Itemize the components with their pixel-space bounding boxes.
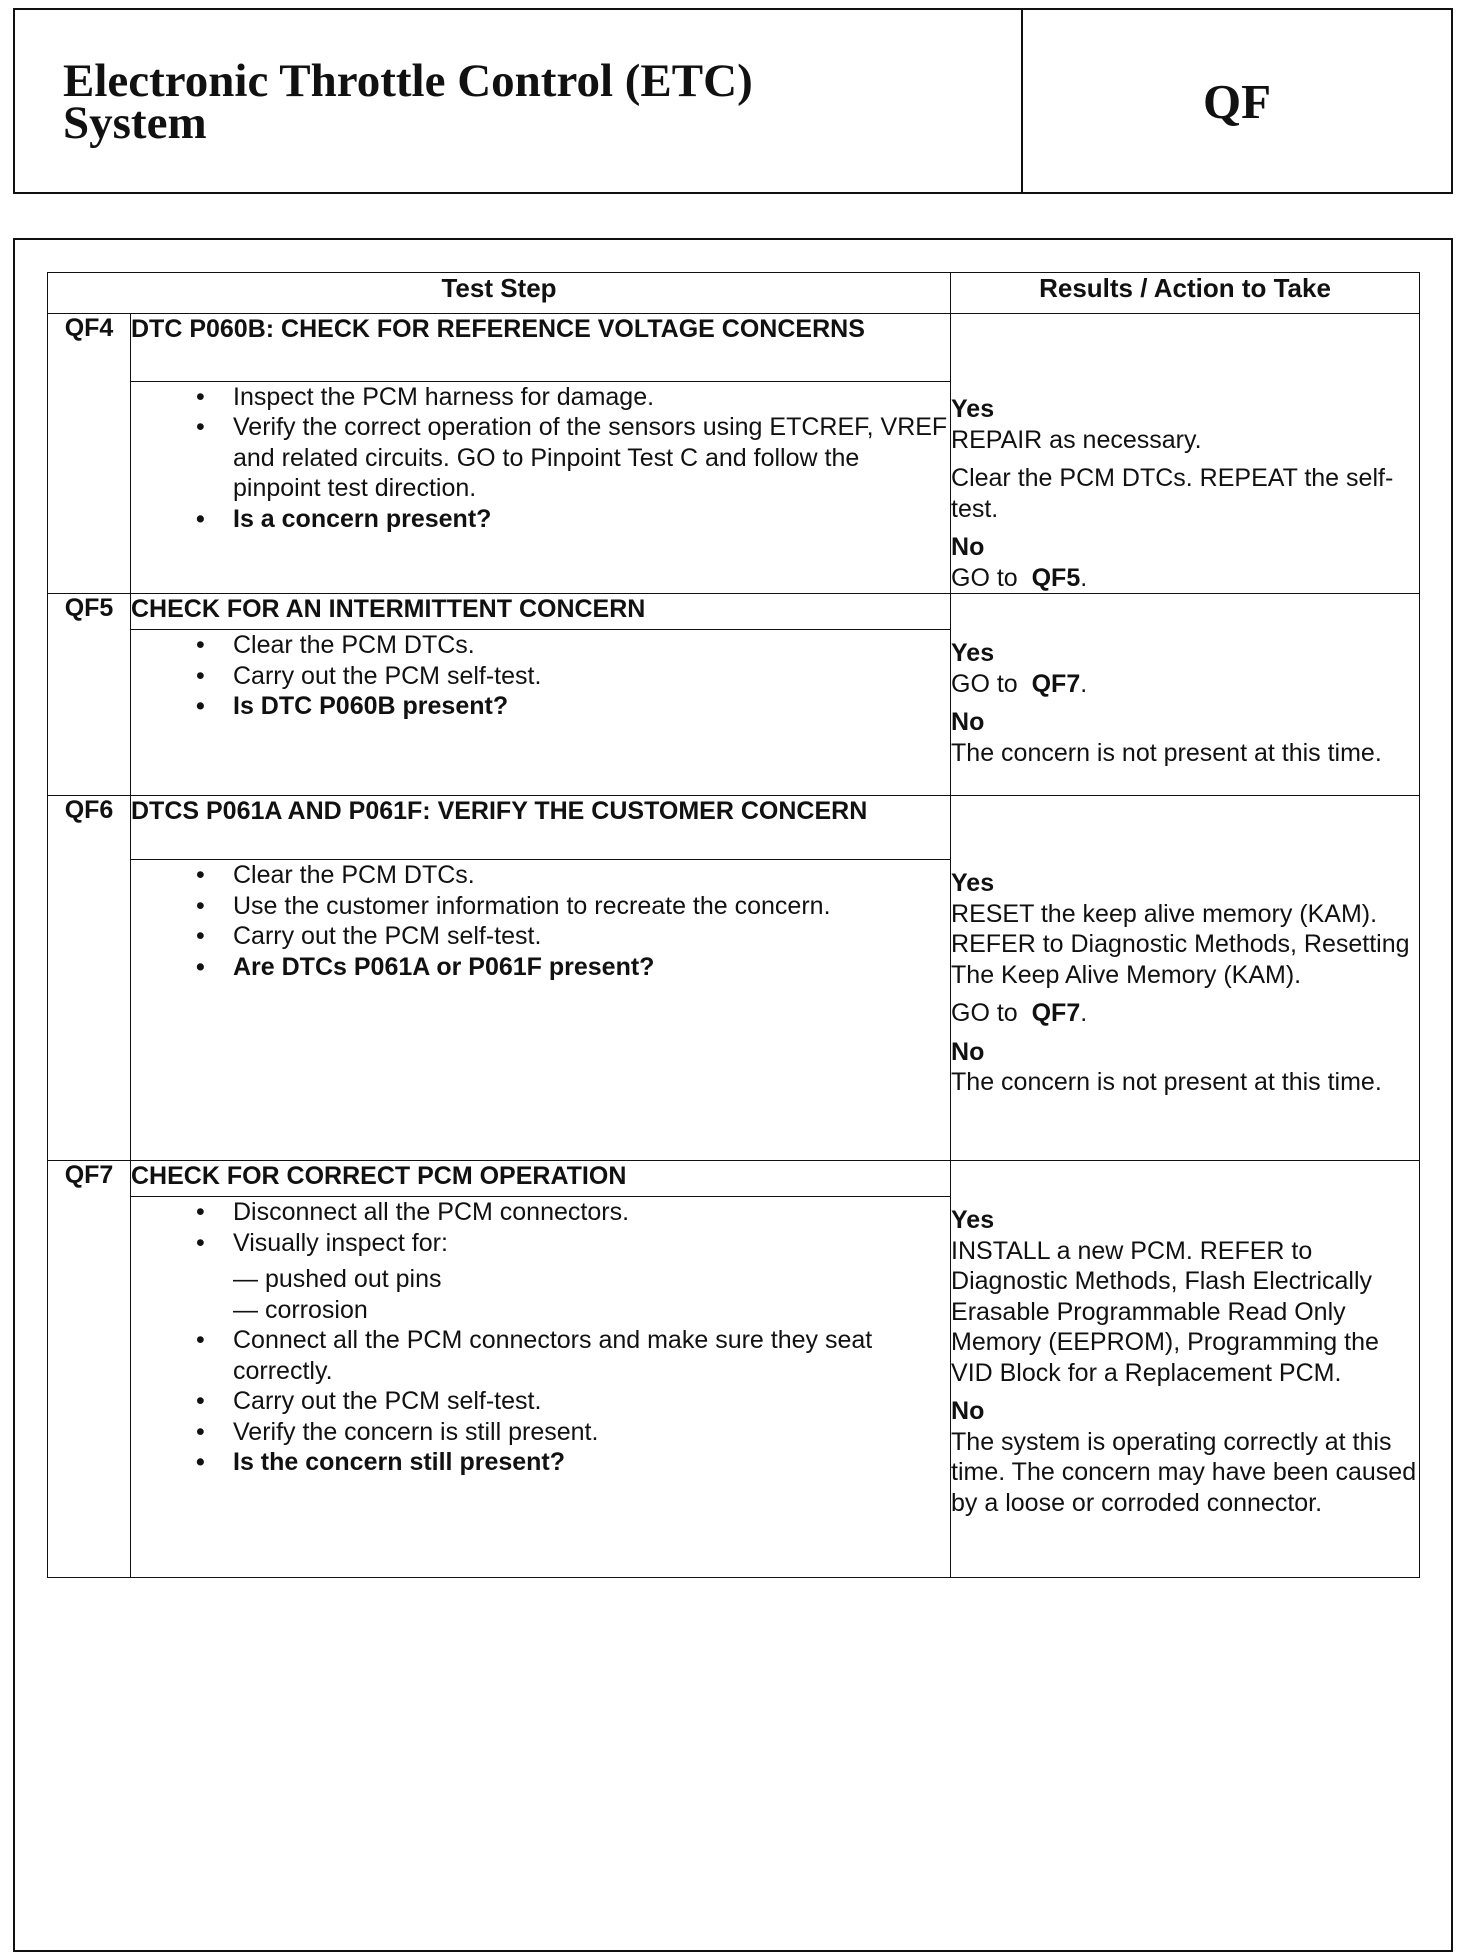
instruction-item: • Use the customer information to recreate the concern.: [131, 891, 950, 922]
step-ref-link[interactable]: QF7: [1031, 669, 1081, 698]
result-text: The system is operating correctly at this time. The concern may have been caused by a loose or corroded connector.: [951, 1427, 1417, 1517]
result-text: INSTALL a new PCM. REFER to Diagnostic Methods, Flash Electrically Erasable Programmable Read Only Memory (EEPROM), Programming the VID Block for a Replacement PCM.: [951, 1236, 1379, 1387]
punctuation: .: [1080, 563, 1088, 592]
result-text: Clear the PCM DTCs. REPEAT the self-test.: [951, 464, 1394, 523]
step-qf4-results: [951, 314, 1420, 594]
page-title-line2: System: [63, 97, 207, 149]
step-title: CHECK FOR CORRECT PCM OPERATION: [131, 1161, 951, 1197]
step-ref-link[interactable]: QF5: [1031, 563, 1081, 592]
step-qf4-title-row: [48, 314, 1420, 382]
step-id: QF6: [48, 796, 131, 1161]
no-label: No: [951, 708, 985, 736]
instruction-item: • Connect all the PCM connectors and make sure they seat correctly.: [131, 1325, 950, 1386]
step-qf5-title-row: [48, 594, 1420, 630]
result-text: RESET the keep alive memory (KAM). REFER to Diagnostic Methods, Resetting The Keep Alive Memory (KAM).: [951, 899, 1410, 989]
yes-label: Yes: [951, 639, 995, 667]
yes-label: Yes: [951, 395, 995, 423]
step-qf6-title-row: [48, 796, 1420, 860]
question-item: • Is the concern still present?: [131, 1447, 950, 1478]
instruction-item: • Clear the PCM DTCs.: [131, 630, 950, 661]
instruction-item: • Carry out the PCM self-test.: [131, 1386, 950, 1417]
result-text: [951, 998, 1419, 1029]
page-title-line1: Electronic Throttle Control (ETC): [63, 55, 753, 107]
instruction-item: [131, 1228, 950, 1326]
step-instructions: [131, 1197, 951, 1578]
step-title: CHECK FOR AN INTERMITTENT CONCERN: [131, 594, 951, 630]
step-ref-link[interactable]: QF7: [1031, 999, 1081, 1027]
step-title: DTC P060B: CHECK FOR REFERENCE VOLTAGE CONCERNS: [131, 314, 951, 382]
table-header-row: [48, 273, 1420, 314]
goto-prefix: GO to: [951, 563, 1018, 592]
instruction-item: • Carry out the PCM self-test.: [131, 921, 950, 952]
instruction-item: • Carry out the PCM self-test.: [131, 661, 950, 692]
result-text: [951, 563, 1419, 594]
instruction-item: • Verify the correct operation of the sensors using ETCREF, VREF and related circuits. GO to Pinpoint Test C and follow the pinpoint test direction.: [131, 412, 950, 504]
yes-label: Yes: [951, 869, 995, 897]
step-qf7-results: [951, 1161, 1420, 1578]
section-code: QF: [1202, 73, 1272, 129]
step-id: QF7: [48, 1161, 131, 1578]
step-qf5-results: [951, 594, 1420, 796]
result-text: REPAIR as necessary.: [951, 425, 1202, 454]
result-text: [951, 669, 1419, 700]
step-instructions: [131, 381, 951, 593]
step-instructions: [131, 860, 951, 1161]
test-step-table: [47, 272, 1420, 1578]
step-qf6-results: [951, 796, 1420, 1161]
step-id: QF5: [48, 594, 131, 796]
no-label: No: [951, 1037, 985, 1066]
punctuation: .: [1080, 999, 1088, 1027]
content-frame: [13, 238, 1453, 1952]
instruction-item: • Disconnect all the PCM connectors.: [131, 1197, 950, 1228]
col-header-test-step: Test Step: [48, 273, 951, 314]
yes-label: Yes: [951, 1206, 995, 1234]
instruction-item: • Clear the PCM DTCs.: [131, 860, 950, 891]
question-item: • Is DTC P060B present?: [131, 691, 950, 722]
result-text: The concern is not present at this time.: [951, 738, 1382, 767]
result-text: The concern is not present at this time.: [951, 1068, 1382, 1096]
col-header-results: Results / Action to Take: [951, 273, 1420, 314]
goto-prefix: GO to: [951, 999, 1018, 1027]
question-item: • Are DTCs P061A or P061F present?: [131, 952, 950, 983]
goto-prefix: GO to: [951, 669, 1018, 698]
instruction-text: Visually inspect for:: [233, 1228, 448, 1257]
step-title: DTCS P061A AND P061F: VERIFY THE CUSTOMER CONCERN: [131, 796, 951, 860]
page-header: [13, 8, 1453, 194]
punctuation: .: [1080, 669, 1088, 698]
instruction-item: • Inspect the PCM harness for damage.: [131, 382, 950, 413]
question-item: • Is a concern present?: [131, 504, 950, 535]
page-title: [63, 55, 963, 149]
step-instructions: [131, 630, 951, 796]
no-label: No: [951, 1397, 985, 1425]
step-id: QF4: [48, 314, 131, 594]
sub-item: — corrosion: [233, 1295, 368, 1324]
instruction-item: • Verify the concern is still present.: [131, 1417, 950, 1448]
step-qf7-title-row: [48, 1161, 1420, 1197]
sub-item: — pushed out pins: [233, 1265, 442, 1293]
no-label: No: [951, 533, 985, 561]
